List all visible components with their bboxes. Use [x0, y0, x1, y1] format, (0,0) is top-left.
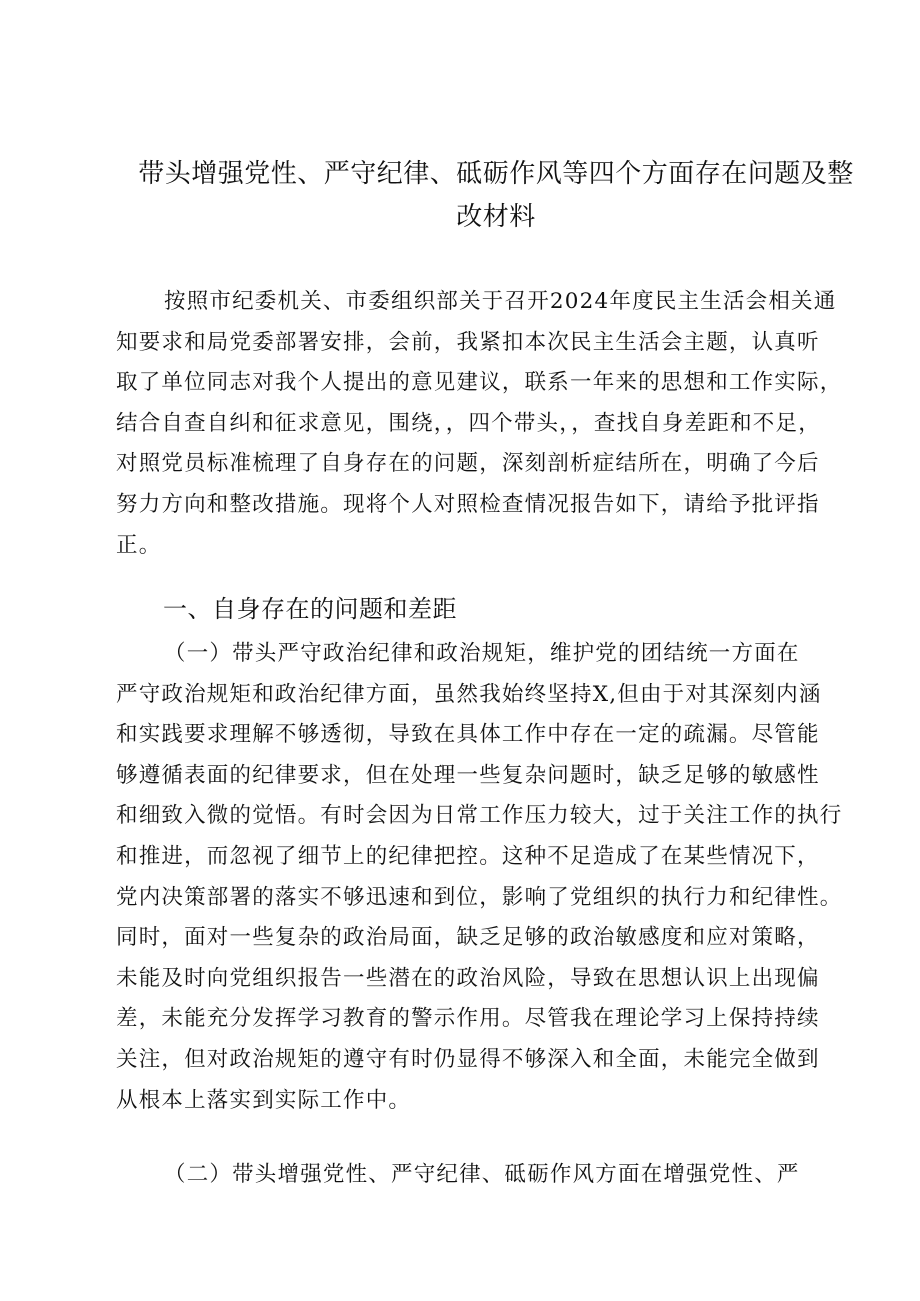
title-line-2: 改材料	[456, 202, 536, 232]
subsection-1-paragraph	[116, 634, 843, 1121]
paragraph-line: 知要求和局党委部署安排，会前，我紧扣本次民主生活会主题，认真听	[116, 329, 820, 355]
paragraph-line: 未能及时向党组织报告一些潜在的政治风险，导致在思想认识上出现偏	[116, 965, 820, 991]
paragraph-line: 同时，面对一些复杂的政治局面，缺乏足够的政治敏感度和应对策略，	[116, 925, 820, 951]
paragraph-line: （一）带头严守政治纪律和政治规矩，维护党的团结统一方面在	[164, 641, 800, 666]
paragraph-line: 从根本上落实到实际工作中。	[116, 1087, 412, 1113]
paragraph-line: 够遵循表面的纪律要求，但在处理一些复杂问题时，缺乏足够的敏感性	[116, 762, 820, 788]
intro-paragraph	[116, 282, 843, 566]
paragraph-line: 和细致入微的觉悟。有时会因为日常工作压力较大，过于关注工作的执行	[116, 803, 843, 829]
paragraph-line: 按照市纪委机关、市委组织部关于召开2024年度民主生活会相关通	[164, 289, 837, 314]
paragraph-line: （二）带头增强党性、严守纪律、砥砺作风方面在增强党性、严	[164, 1162, 800, 1187]
document-title	[116, 153, 876, 239]
paragraph-line: 对照党员标准梳理了自身存在的问题，深刻剖析症结所在，明确了今后	[116, 451, 820, 477]
title-line-1: 带头增强党性、严守纪律、砥砺作风等四个方面存在问题及整	[138, 159, 854, 189]
section-heading: 一、自身存在的问题和差距	[163, 595, 457, 623]
paragraph-line: 差，未能充分发挥学习教育的警示作用。尽管我在理论学习上保持持续	[116, 1006, 820, 1032]
subsection-2-paragraph	[116, 1155, 832, 1196]
paragraph-line: 党内决策部署的落实不够迅速和到位，影响了党组织的执行力和纪律性。	[116, 884, 843, 910]
paragraph-line: 结合自查自纠和征求意见，围绕，，四个带头，，查找自身差距和不足，	[116, 410, 821, 436]
paragraph-line: 取了单位同志对我个人提出的意见建议，联系一年来的思想和工作实际，	[116, 370, 843, 396]
paragraph-line: 和推进，而忽视了细节上的纪律把控。这种不足造成了在某些情况下，	[116, 843, 820, 869]
paragraph-line: 严守政治规矩和政治纪律方面，虽然我始终坚持X,但由于对其深刻内涵	[116, 681, 822, 707]
paragraph-line: 和实践要求理解不够透彻，导致在具体工作中存在一定的疏漏。尽管能	[116, 722, 820, 748]
paragraph-line: 努力方向和整改措施。现将个人对照检查情况报告如下，请给予批评指	[116, 491, 820, 517]
paragraph-line: 正。	[116, 532, 162, 558]
paragraph-line: 关注，但对政治规矩的遵守有时仍显得不够深入和全面，未能完全做到	[116, 1046, 820, 1072]
